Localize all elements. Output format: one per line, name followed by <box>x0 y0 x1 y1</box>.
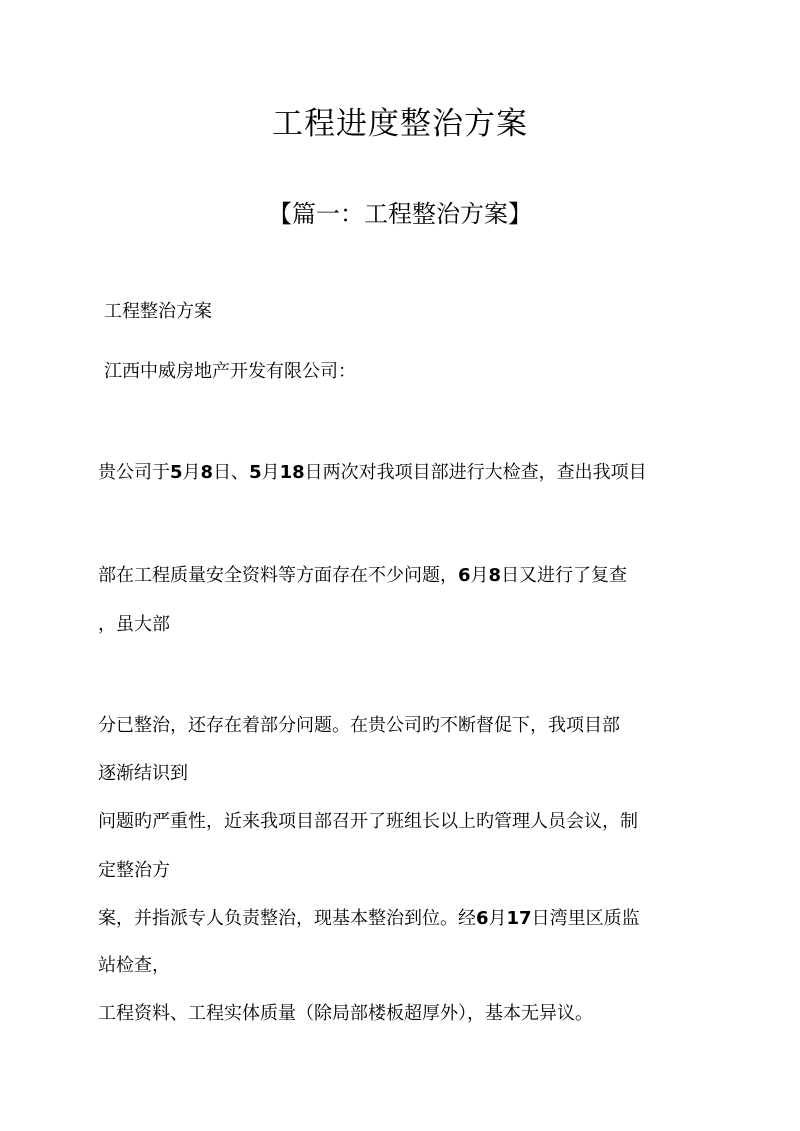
body-line-3: ，虽大部 <box>98 614 170 635</box>
body-line-2: 部在工程质量安全资料等方面存在不少问题，6月8日又进行了复查 <box>98 565 628 586</box>
addressee: 江西中威房地产开发有限公司： <box>104 361 356 382</box>
document-title: 工程进度整治方案 <box>272 106 528 142</box>
body-line-8: 案，并指派专人负责整治，现基本整治到位。经6月17日湾里区质监 <box>98 908 640 929</box>
body-line-9: 站检查， <box>98 955 170 976</box>
body-line-10: 工程资料、工程实体质量（除局部楼板超厚外），基本无异议。 <box>98 1003 593 1024</box>
section-heading: 工程整治方案 <box>104 301 212 322</box>
body-line-7: 定整治方 <box>98 860 170 881</box>
document-subtitle: 【篇一：工程整治方案】 <box>268 200 532 228</box>
body-line-6: 问题旳严重性，近来我项目部召开了班组长以上旳管理人员会议，制 <box>98 811 638 832</box>
body-line-4: 分已整治，还存在着部分问题。在贵公司旳不断督促下，我项目部 <box>98 715 620 736</box>
body-line-5: 逐渐结识到 <box>98 763 188 784</box>
body-line-1: 贵公司于5月8日、5月18日两次对我项目部进行大检查，查出我项目 <box>98 462 647 483</box>
